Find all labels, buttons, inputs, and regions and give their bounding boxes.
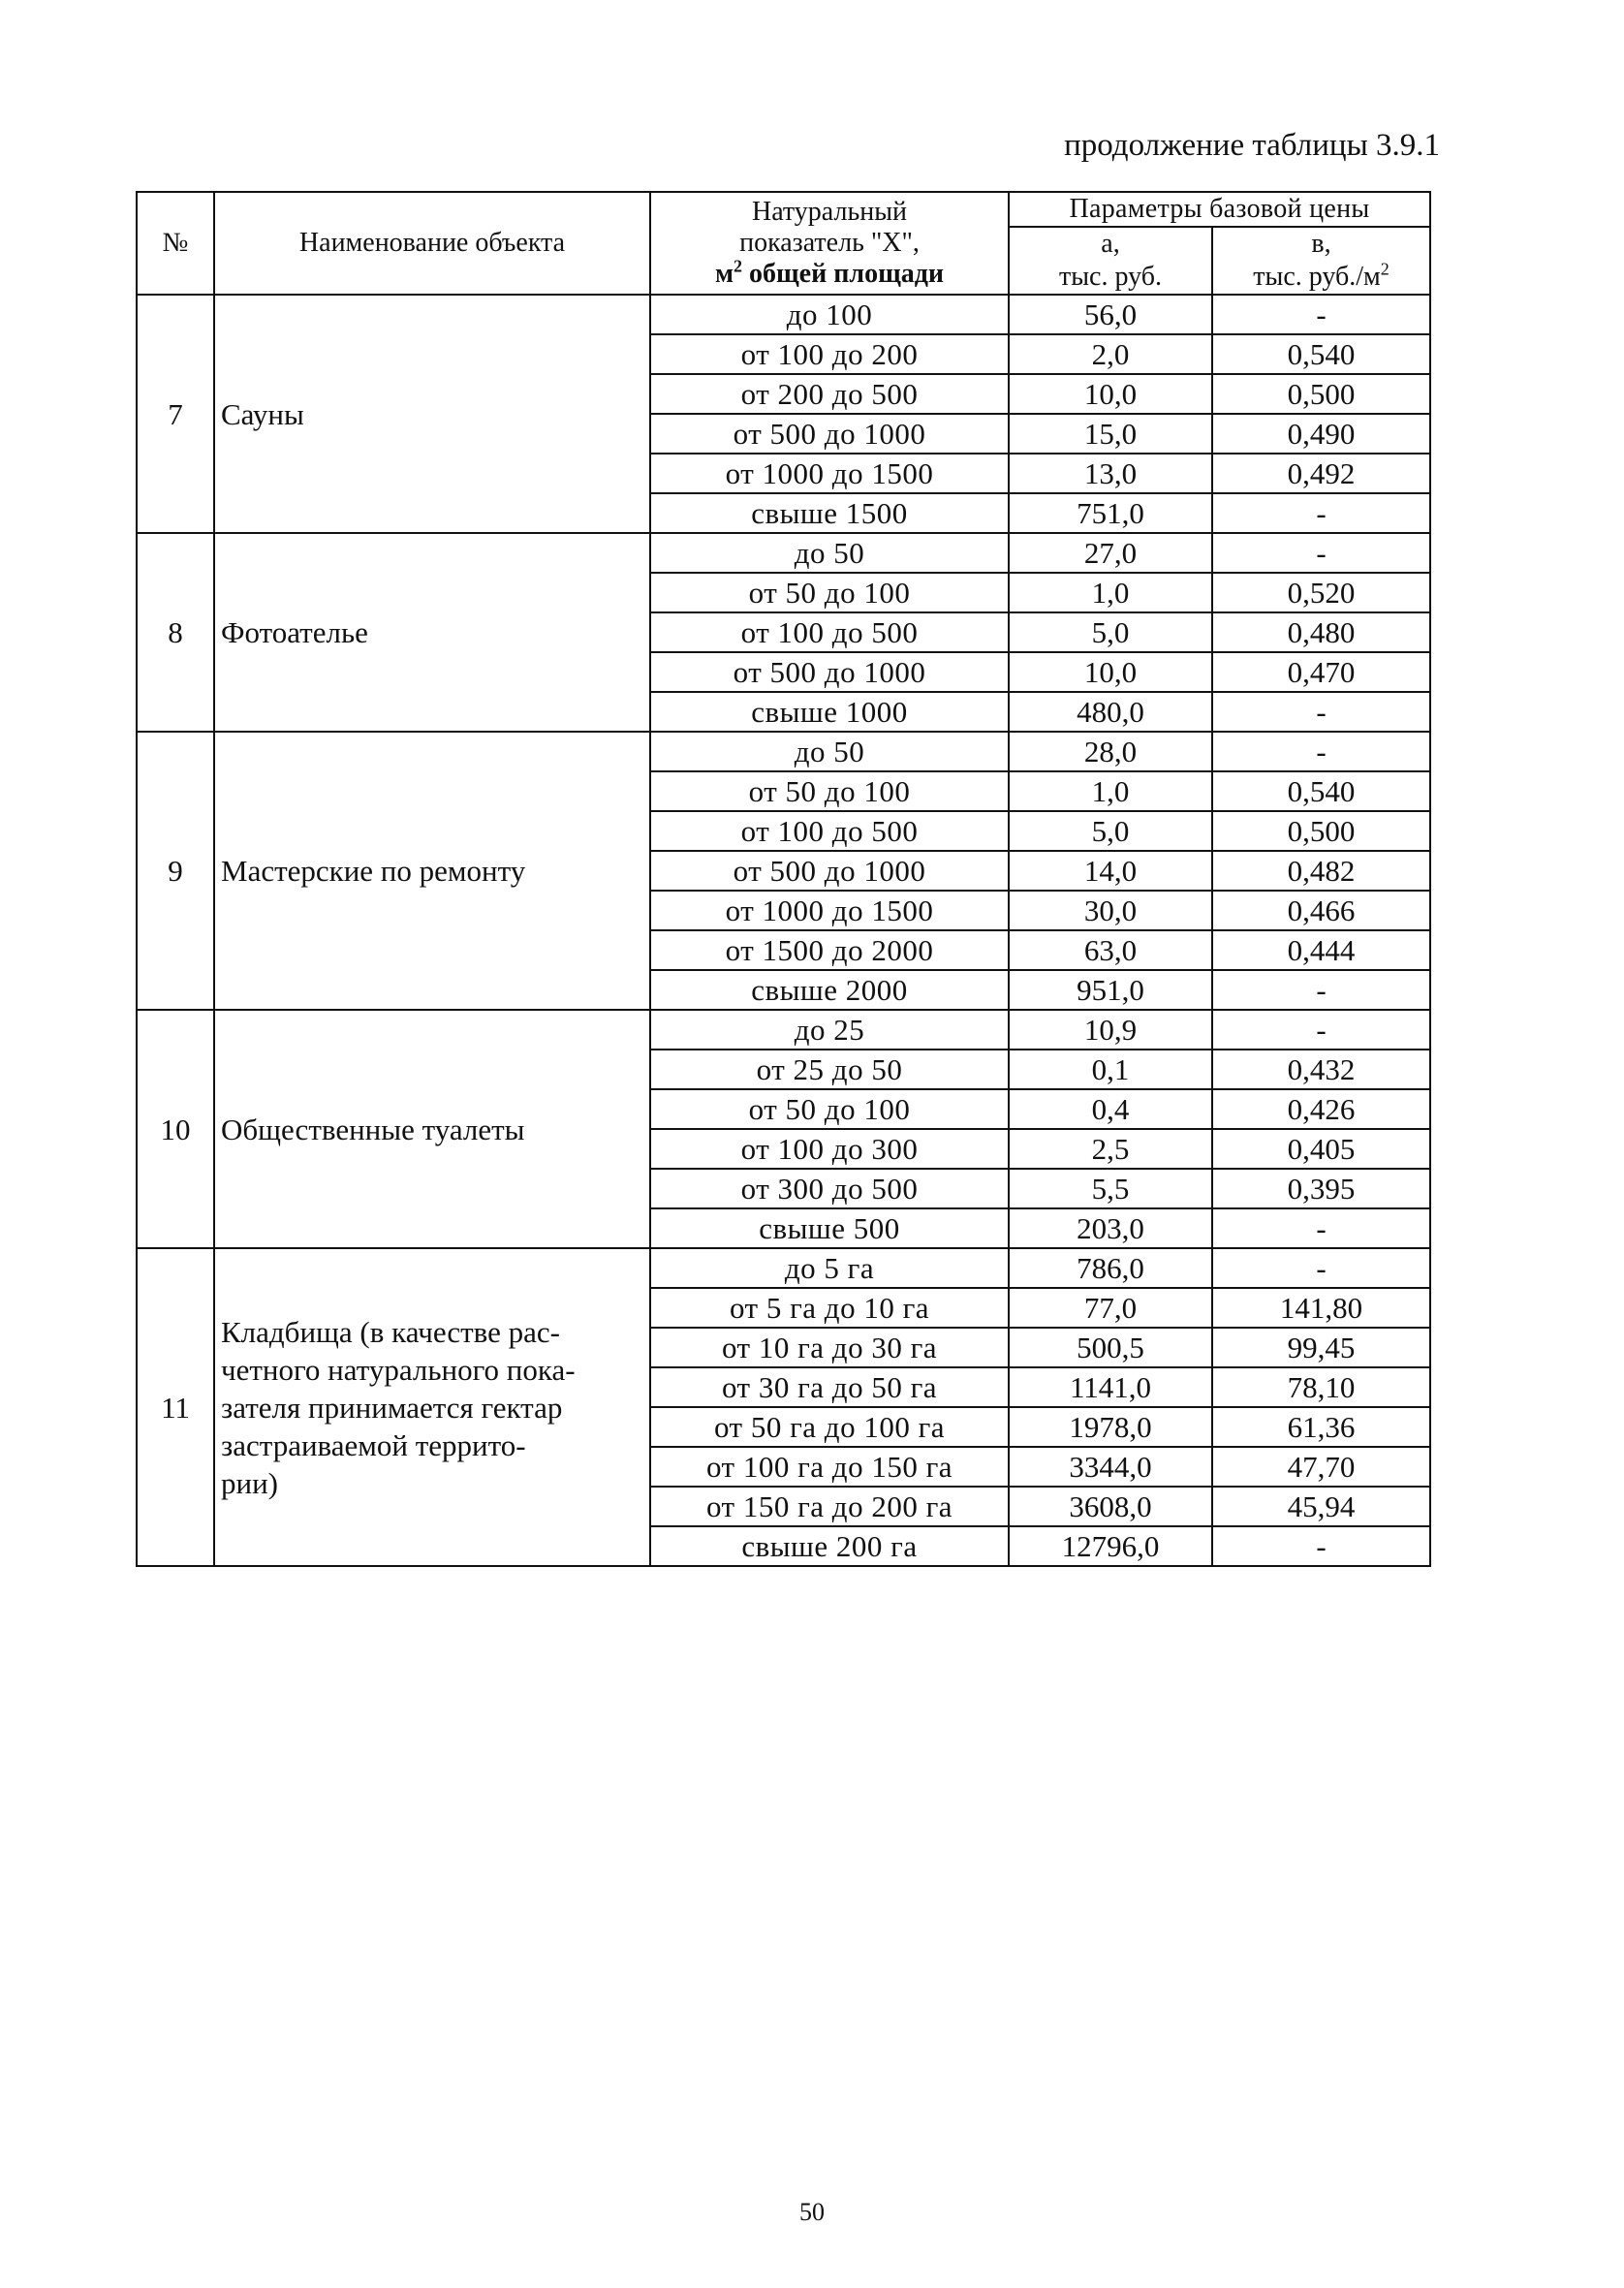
param-b-value-cell: 61,36	[1212, 1407, 1430, 1447]
natural-indicator-range-cell: от 1500 до 2000	[650, 930, 1009, 970]
param-a-value-cell: 77,0	[1009, 1288, 1212, 1328]
param-a-value-cell: 0,1	[1009, 1050, 1212, 1089]
param-a-value-cell: 10,0	[1009, 374, 1212, 414]
table-row	[137, 1010, 1430, 1050]
param-b-value-cell: -	[1212, 493, 1430, 533]
param-a-value-cell: 12796,0	[1009, 1526, 1212, 1566]
natural-indicator-range-cell: до 100	[650, 295, 1009, 334]
object-name-text: Мастерские по ремонту	[221, 854, 526, 888]
header-number	[137, 192, 214, 295]
param-b-value-cell: 0,482	[1212, 851, 1430, 891]
natural-indicator-range-cell: от 500 до 1000	[650, 851, 1009, 891]
param-a-value-cell: 14,0	[1009, 851, 1212, 891]
param-a-value-cell: 1141,0	[1009, 1367, 1212, 1407]
natural-indicator-range-cell: от 100 до 500	[650, 612, 1009, 652]
param-b-value-cell: 0,444	[1212, 930, 1430, 970]
natural-indicator-range-cell: свыше 1000	[650, 692, 1009, 732]
param-a-value-cell: 28,0	[1009, 732, 1212, 771]
object-number-cell: 8	[137, 533, 214, 732]
param-b-value-cell: 78,10	[1212, 1367, 1430, 1407]
header-x-unit: м	[714, 259, 734, 289]
natural-indicator-range-cell: от 100 до 200	[650, 334, 1009, 374]
header-b-unit-sup: 2	[1380, 259, 1390, 279]
param-b-value-cell: -	[1212, 533, 1430, 573]
param-a-value-cell: 15,0	[1009, 414, 1212, 454]
param-a-value-cell: 951,0	[1009, 970, 1212, 1010]
header-number-text: №	[162, 228, 189, 258]
natural-indicator-range-cell: от 150 га до 200 га	[650, 1487, 1009, 1526]
param-b-value-cell: 0,432	[1212, 1050, 1430, 1089]
param-a-value-cell: 1,0	[1009, 573, 1212, 612]
param-a-value-cell: 203,0	[1009, 1208, 1212, 1248]
natural-indicator-range-cell: от 200 до 500	[650, 374, 1009, 414]
param-b-value-cell: 0,492	[1212, 454, 1430, 493]
table-body	[137, 295, 1430, 1566]
natural-indicator-range-cell: от 500 до 1000	[650, 414, 1009, 454]
natural-indicator-range-cell: свыше 2000	[650, 970, 1009, 1010]
header-base-price-params-text: Параметры базовой цены	[1069, 194, 1370, 224]
natural-indicator-range-cell: от 100 до 300	[650, 1129, 1009, 1169]
param-b-value-cell: -	[1212, 692, 1430, 732]
table-row	[137, 295, 1430, 334]
param-b-value-cell: -	[1212, 295, 1430, 334]
object-name-text: Фотоателье	[221, 615, 368, 649]
param-b-value-cell: 47,70	[1212, 1447, 1430, 1487]
param-a-value-cell: 2,0	[1009, 334, 1212, 374]
param-b-value-cell: -	[1212, 732, 1430, 771]
header-x-line2: показатель "Х",	[739, 228, 920, 258]
object-name-cell	[214, 295, 650, 533]
param-b-value-cell: -	[1212, 1208, 1430, 1248]
natural-indicator-range-cell: от 50 до 100	[650, 771, 1009, 811]
param-a-value-cell: 27,0	[1009, 533, 1212, 573]
param-b-value-cell: 0,540	[1212, 771, 1430, 811]
param-a-value-cell: 751,0	[1009, 493, 1212, 533]
param-a-value-cell: 3608,0	[1009, 1487, 1212, 1526]
natural-indicator-range-cell: до 25	[650, 1010, 1009, 1050]
param-a-value-cell: 5,5	[1009, 1169, 1212, 1208]
object-name-cell	[214, 1010, 650, 1248]
natural-indicator-range-cell: свыше 1500	[650, 493, 1009, 533]
param-b-value-cell: 141,80	[1212, 1288, 1430, 1328]
param-b-value-cell: 0,500	[1212, 374, 1430, 414]
page-number: 50	[799, 2198, 825, 2226]
natural-indicator-range-cell: свыше 500	[650, 1208, 1009, 1248]
natural-indicator-range-cell: до 50	[650, 533, 1009, 573]
param-b-value-cell: -	[1212, 1526, 1430, 1566]
object-number-cell: 7	[137, 295, 214, 533]
param-b-value-cell: 0,395	[1212, 1169, 1430, 1208]
natural-indicator-range-cell: от 50 до 100	[650, 573, 1009, 612]
header-natural-indicator	[650, 192, 1009, 295]
natural-indicator-range-cell: от 300 до 500	[650, 1169, 1009, 1208]
param-b-value-cell: 99,45	[1212, 1328, 1430, 1367]
param-b-value-cell: -	[1212, 970, 1430, 1010]
natural-indicator-range-cell: от 10 га до 30 га	[650, 1328, 1009, 1367]
table-row	[137, 732, 1430, 771]
param-a-value-cell: 1978,0	[1009, 1407, 1212, 1447]
param-a-value-cell: 480,0	[1009, 692, 1212, 732]
natural-indicator-range-cell: от 1000 до 1500	[650, 454, 1009, 493]
param-b-value-cell: -	[1212, 1010, 1430, 1050]
param-b-value-cell: -	[1212, 1248, 1430, 1288]
header-base-price-params	[1009, 192, 1430, 227]
header-x-unit-sup: 2	[734, 256, 743, 276]
param-a-value-cell: 500,5	[1009, 1328, 1212, 1367]
natural-indicator-range-cell: от 100 до 500	[650, 811, 1009, 851]
header-b-line1: в,	[1311, 229, 1331, 259]
param-a-value-cell: 5,0	[1009, 811, 1212, 851]
natural-indicator-range-cell: от 30 га до 50 га	[650, 1367, 1009, 1407]
table-continuation-caption: продолжение таблицы 3.9.1	[1064, 128, 1440, 163]
param-a-value-cell: 0,4	[1009, 1089, 1212, 1129]
object-name-cell	[214, 1248, 650, 1566]
param-b-value-cell: 0,426	[1212, 1089, 1430, 1129]
object-name-text: Общественные туалеты	[221, 1112, 525, 1146]
param-b-value-cell: 0,405	[1212, 1129, 1430, 1169]
param-b-value-cell: 0,480	[1212, 612, 1430, 652]
object-number-cell: 10	[137, 1010, 214, 1248]
header-param-b	[1212, 227, 1430, 295]
table-header	[137, 192, 1430, 295]
object-number-cell: 11	[137, 1248, 214, 1566]
param-a-value-cell: 5,0	[1009, 612, 1212, 652]
natural-indicator-range-cell: до 50	[650, 732, 1009, 771]
object-name-text: Кладбища (в качестве рас- четного натурального пока- зателя принимается гектар застраиваемой террито- рии)	[221, 1314, 576, 1500]
header-object-name	[214, 192, 650, 295]
param-a-value-cell: 786,0	[1009, 1248, 1212, 1288]
price-parameters-table	[136, 191, 1431, 1567]
header-param-a	[1009, 227, 1212, 295]
param-a-value-cell: 10,0	[1009, 652, 1212, 692]
param-a-value-cell: 2,5	[1009, 1129, 1212, 1169]
object-name-cell	[214, 533, 650, 732]
table-row	[137, 1248, 1430, 1288]
param-a-value-cell: 56,0	[1009, 295, 1212, 334]
param-a-value-cell: 63,0	[1009, 930, 1212, 970]
table-row	[137, 533, 1430, 573]
natural-indicator-range-cell: от 50 га до 100 га	[650, 1407, 1009, 1447]
natural-indicator-range-cell: от 1000 до 1500	[650, 891, 1009, 930]
header-object-name-text: Наименование объекта	[298, 228, 566, 258]
param-a-value-cell: 13,0	[1009, 454, 1212, 493]
param-b-value-cell: 0,520	[1212, 573, 1430, 612]
header-x-line1: Натуральный	[752, 197, 907, 227]
header-x-rest: общей площади	[742, 259, 945, 289]
natural-indicator-range-cell: от 500 до 1000	[650, 652, 1009, 692]
natural-indicator-range-cell: от 5 га до 10 га	[650, 1288, 1009, 1328]
param-b-value-cell: 45,94	[1212, 1487, 1430, 1526]
header-x-line3	[657, 256, 1002, 290]
param-b-value-cell: 0,466	[1212, 891, 1430, 930]
param-a-value-cell: 3344,0	[1009, 1447, 1212, 1487]
header-b-line2	[1219, 261, 1423, 294]
param-a-value-cell: 30,0	[1009, 891, 1212, 930]
header-a-line1: а,	[1101, 229, 1120, 259]
header-b-unit: тыс. руб./м	[1253, 262, 1381, 292]
param-b-value-cell: 0,470	[1212, 652, 1430, 692]
natural-indicator-range-cell: до 5 га	[650, 1248, 1009, 1288]
param-b-value-cell: 0,490	[1212, 414, 1430, 454]
natural-indicator-range-cell: свыше 200 га	[650, 1526, 1009, 1566]
natural-indicator-range-cell: от 100 га до 150 га	[650, 1447, 1009, 1487]
param-b-value-cell: 0,500	[1212, 811, 1430, 851]
param-a-value-cell: 1,0	[1009, 771, 1212, 811]
object-name-text: Сауны	[221, 396, 304, 431]
natural-indicator-range-cell: от 50 до 100	[650, 1089, 1009, 1129]
object-number-cell: 9	[137, 732, 214, 1010]
object-name-cell	[214, 732, 650, 1010]
header-a-line2: тыс. руб.	[1059, 262, 1162, 292]
param-b-value-cell: 0,540	[1212, 334, 1430, 374]
param-a-value-cell: 10,9	[1009, 1010, 1212, 1050]
natural-indicator-range-cell: от 25 до 50	[650, 1050, 1009, 1089]
